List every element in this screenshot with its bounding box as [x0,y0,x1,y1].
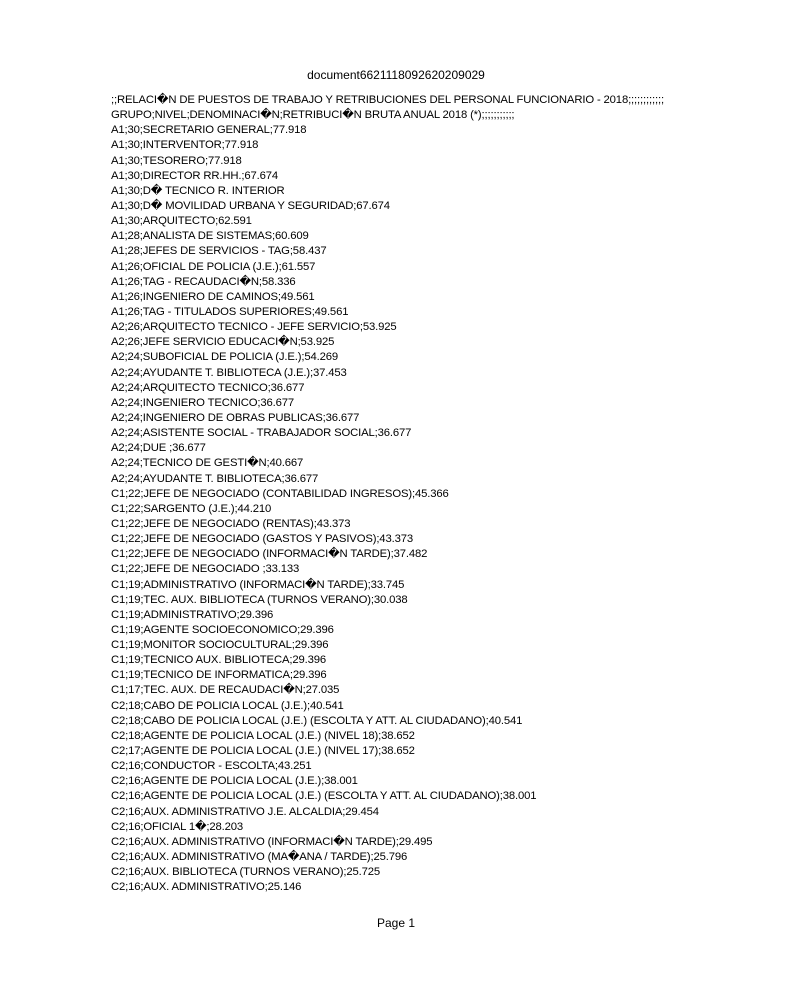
text-line: C1;22;JEFE DE NEGOCIADO (GASTOS Y PASIVOS);43.373 [111,533,413,546]
text-line: A2;24;AYUDANTE T. BIBLIOTECA (J.E.);37.453 [111,366,347,379]
text-line: A2;24;ARQUITECTO TECNICO;36.677 [111,381,305,394]
text-line: C2;16;AGENTE DE POLICIA LOCAL (J.E.) (ESCOLTA Y ATT. AL CIUDADANO);38.001 [111,790,537,803]
text-line: A1;30;DIRECTOR RR.HH.;67.674 [111,169,278,182]
text-line: GRUPO;NIVEL;DENOMINACI�N;RETRIBUCI�N BRUTA ANUAL 2018 (*);;;;;;;;;;; [111,109,515,122]
text-line: C2;16;AUX. ADMINISTRATIVO (INFORMACI�N TARDE);29.495 [111,835,433,848]
text-line: C1;19;TECNICO AUX. BIBLIOTECA;29.396 [111,654,326,667]
text-line: A2;24;AYUDANTE T. BIBLIOTECA;36.677 [111,472,319,485]
text-line: A1;26;INGENIERO DE CAMINOS;49.561 [111,290,315,303]
text-line: A2;24;INGENIERO DE OBRAS PUBLICAS;36.677 [111,411,360,424]
text-line: C2;16;AUX. ADMINISTRATIVO (MA�ANA / TARDE);25.796 [111,851,408,864]
text-line: C1;19;TEC. AUX. BIBLIOTECA (TURNOS VERANO);30.038 [111,593,408,606]
text-line: A1;28;ANALISTA DE SISTEMAS;60.609 [111,230,309,243]
text-line: C2;16;AGENTE DE POLICIA LOCAL (J.E.);38.001 [111,775,358,788]
page-number: Page 1 [376,916,416,930]
text-line: A1;26;OFICIAL DE POLICIA (J.E.);61.557 [111,260,316,273]
text-line: A2;26;ARQUITECTO TECNICO - JEFE SERVICIO;53.925 [111,321,397,334]
text-line: A1;26;TAG - TITULADOS SUPERIORES;49.561 [111,305,349,318]
text-line: A2;24;TECNICO DE GESTI�N;40.667 [111,457,304,470]
text-line: C2;16;AUX. ADMINISTRATIVO;25.146 [111,881,302,894]
text-line: A1;30;SECRETARIO GENERAL;77.918 [111,124,307,137]
text-line: A2;24;DUE ;36.677 [111,442,206,455]
text-line: C1;19;AGENTE SOCIOECONOMICO;29.396 [111,623,334,636]
text-line: A1;28;JEFES DE SERVICIOS - TAG;58.437 [111,245,327,258]
text-line: C2;17;AGENTE DE POLICIA LOCAL (J.E.) (NIVEL 17);38.652 [111,745,415,758]
text-line: C2;18;AGENTE DE POLICIA LOCAL (J.E.) (NIVEL 18);38.652 [111,729,415,742]
text-line: C2;18;CABO DE POLICIA LOCAL (J.E.);40.541 [111,699,344,712]
text-line: C1;19;TECNICO DE INFORMATICA;29.396 [111,669,327,682]
text-line: A1;30;D� TECNICO R. INTERIOR [111,184,285,197]
text-line: C2;16;OFICIAL 1�;28.203 [111,820,244,833]
text-line: C1;19;MONITOR SOCIOCULTURAL;29.396 [111,639,329,652]
text-line: C1;22;JEFE DE NEGOCIADO (RENTAS);43.373 [111,517,351,530]
text-line: C1;17;TEC. AUX. DE RECAUDACI�N;27.035 [111,684,340,697]
text-line: A1;30;TESORERO;77.918 [111,154,242,167]
document-title: document6621118092620209029 [307,68,485,82]
text-line: A1;30;D� MOVILIDAD URBANA Y SEGURIDAD;67.674 [111,199,390,212]
text-line: C2;18;CABO DE POLICIA LOCAL (J.E.) (ESCOLTA Y ATT. AL CIUDADANO);40.541 [111,714,523,727]
text-line: C2;16;AUX. ADMINISTRATIVO J.E. ALCALDIA;29.454 [111,805,379,818]
text-line: A2;24;INGENIERO TECNICO;36.677 [111,396,295,409]
text-line: C1;19;ADMINISTRATIVO (INFORMACI�N TARDE);33.745 [111,578,405,591]
text-line: C1;22;SARGENTO (J.E.);44.210 [111,502,272,515]
text-line: C1;22;JEFE DE NEGOCIADO (CONTABILIDAD INGRESOS);45.366 [111,487,449,500]
text-line: A1;30;ARQUITECTO;62.591 [111,215,252,228]
text-line: A2;24;SUBOFICIAL DE POLICIA (J.E.);54.269 [111,351,338,364]
text-line: C1;22;JEFE DE NEGOCIADO (INFORMACI�N TARDE);37.482 [111,548,428,561]
text-line: C1;22;JEFE DE NEGOCIADO ;33.133 [111,563,300,576]
text-line: C1;19;ADMINISTRATIVO;29.396 [111,608,274,621]
document-body [111,93,771,895]
text-line: C2;16;CONDUCTOR - ESCOLTA;43.251 [111,760,312,773]
text-line: A1;26;TAG - RECAUDACI�N;58.336 [111,275,296,288]
text-line: A1;30;INTERVENTOR;77.918 [111,139,259,152]
text-line: ;;RELACI�N DE PUESTOS DE TRABAJO Y RETRIBUCIONES DEL PERSONAL FUNCIONARIO - 2018;;;;;;;;;;;; [111,94,664,106]
text-line: C2;16;AUX. BIBLIOTECA (TURNOS VERANO);25.725 [111,866,381,879]
text-line: A2;26;JEFE SERVICIO EDUCACI�N;53.925 [111,336,335,349]
text-line: A2;24;ASISTENTE SOCIAL - TRABAJADOR SOCIAL;36.677 [111,427,412,440]
